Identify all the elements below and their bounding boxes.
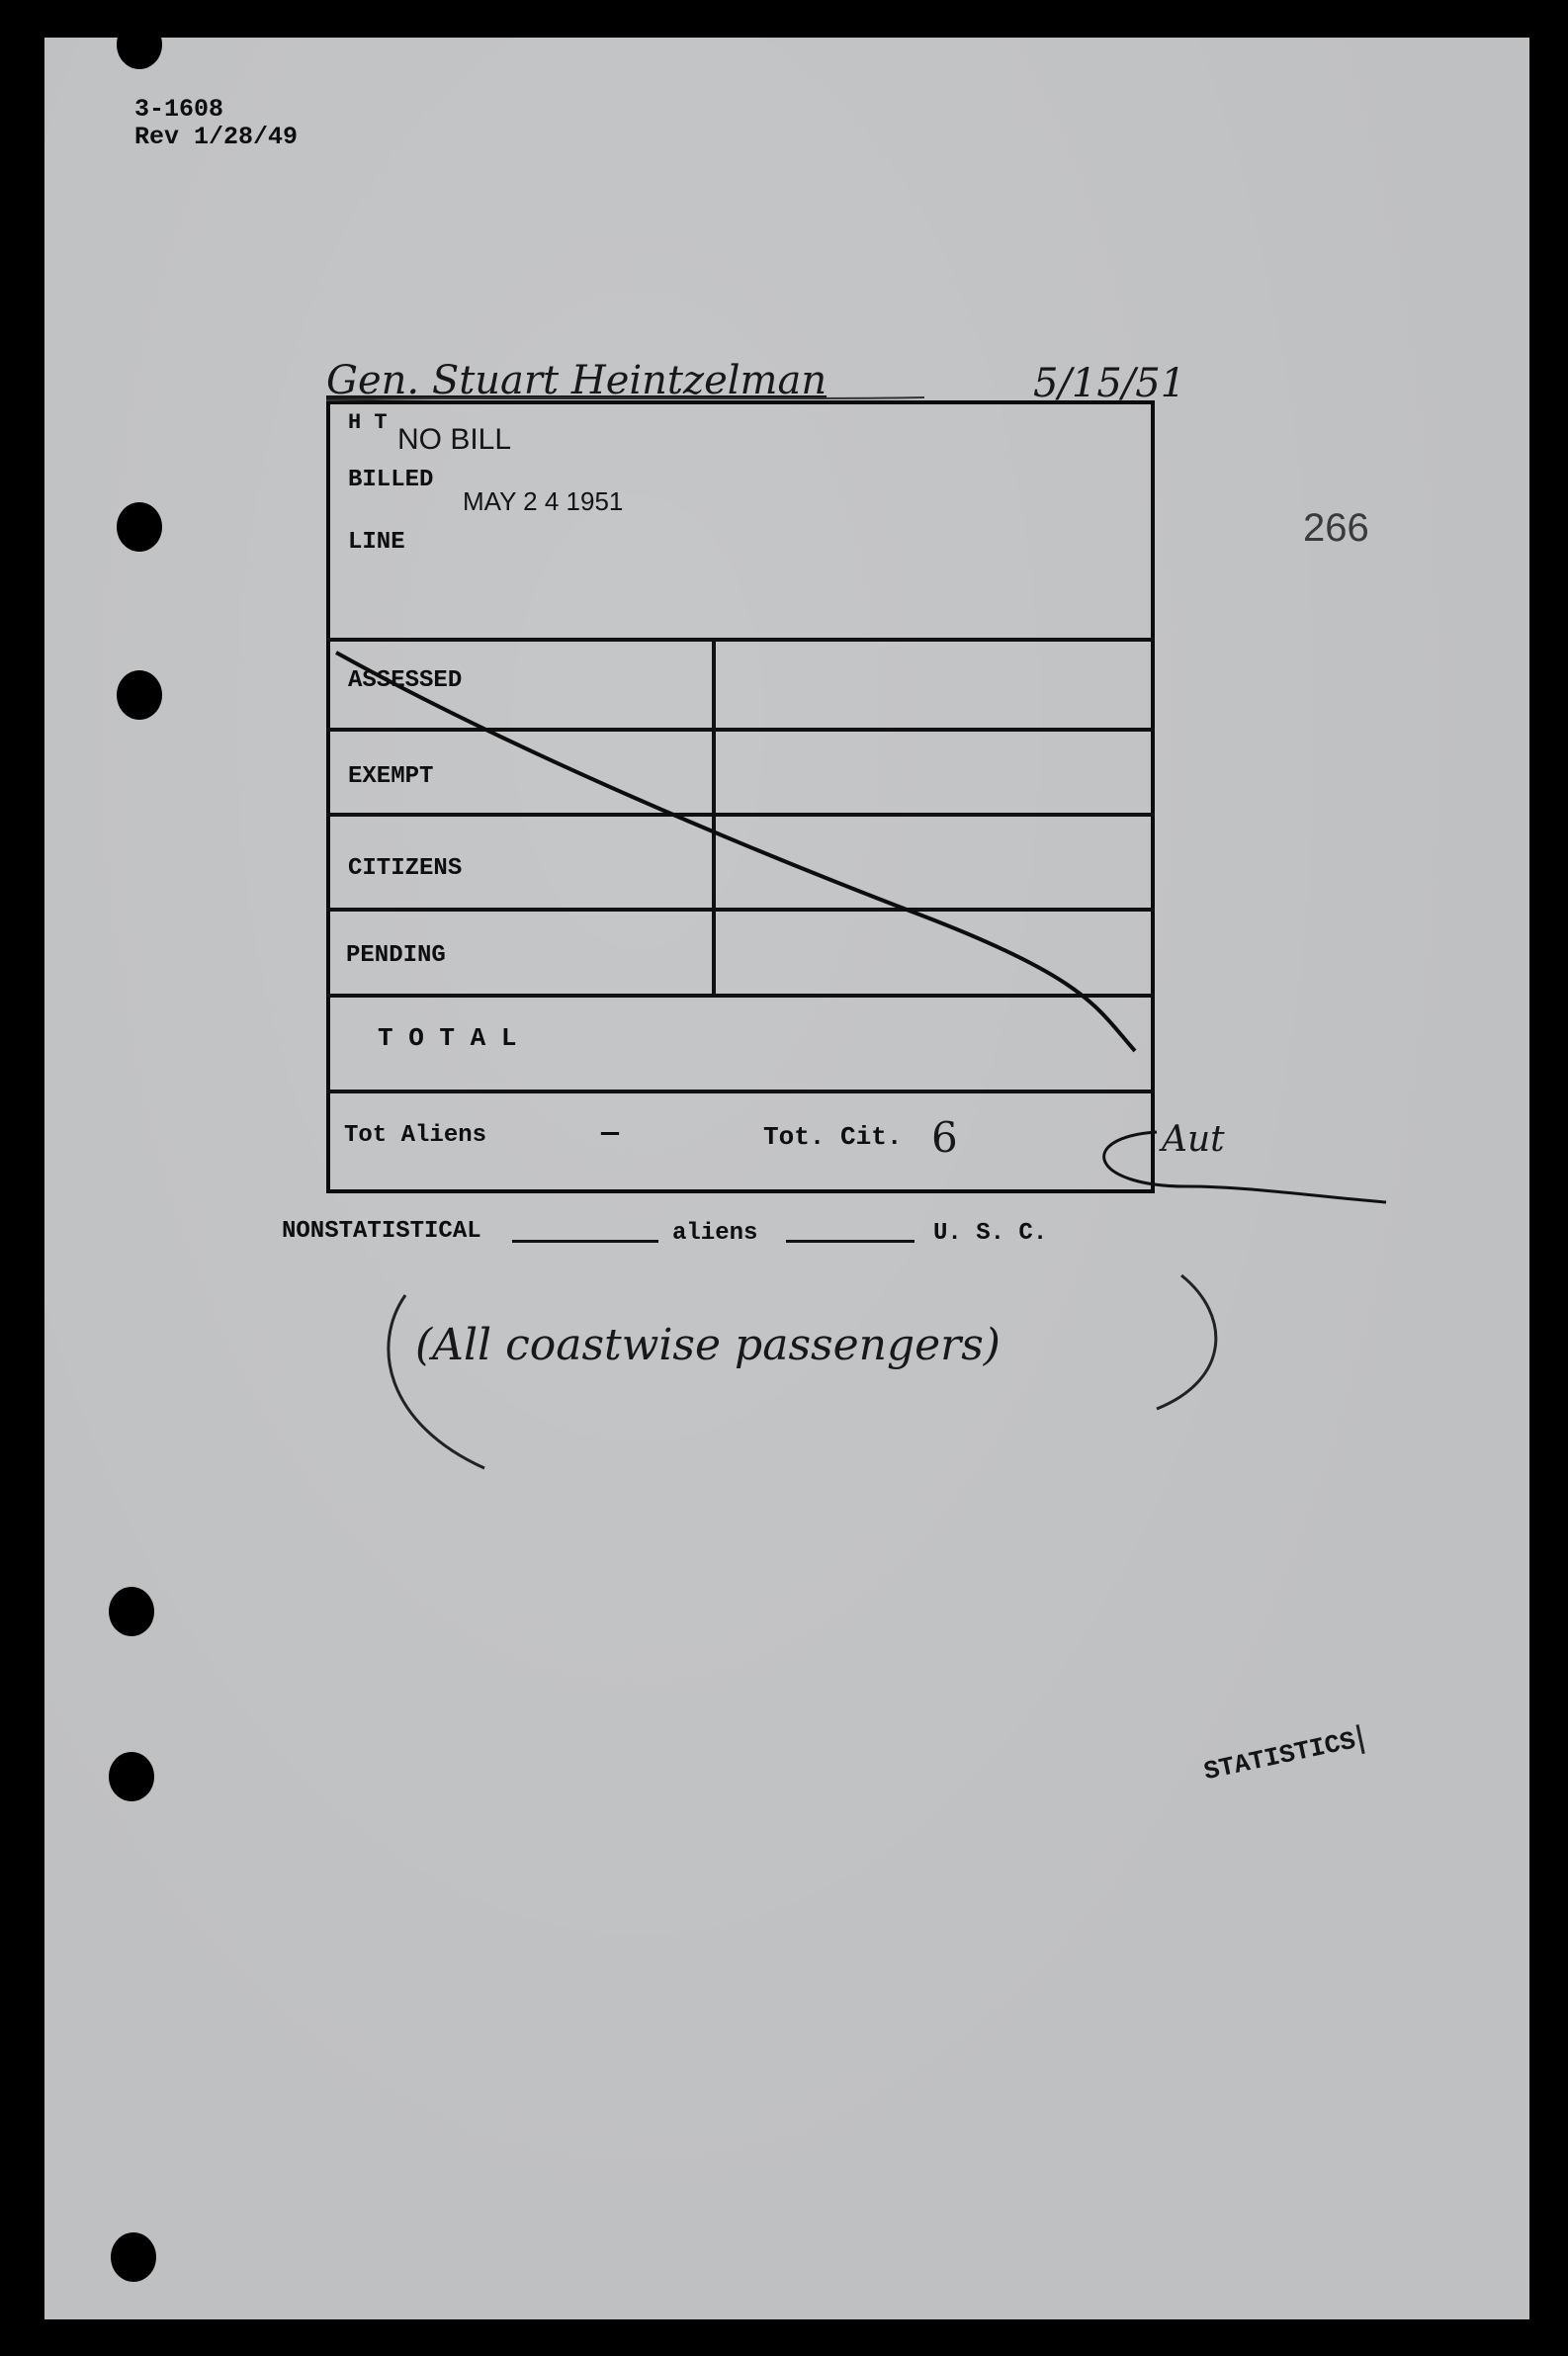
statistics-stamp: STATISTICS: [1201, 1724, 1365, 1787]
tot-aliens-label: Tot Aliens: [344, 1122, 487, 1149]
no-bill-stamp: NO BILL: [397, 423, 512, 456]
tot-cit-value: 6: [931, 1113, 958, 1162]
row-label-assessed: ASSESSED: [348, 667, 463, 694]
usc-label: U. S. C.: [933, 1220, 1048, 1247]
billed-date-stamp: MAY 2 4 1951: [463, 486, 624, 516]
initials: Aut: [1162, 1119, 1225, 1160]
row-label-pending: PENDING: [346, 942, 446, 969]
tot-aliens-value: —: [601, 1117, 620, 1151]
ht-label: H T: [348, 410, 388, 435]
vessel-name: Gen. Stuart Heintzelman: [326, 358, 828, 403]
aliens-label: aliens: [672, 1220, 758, 1247]
tot-cit-label: Tot. Cit.: [763, 1122, 903, 1152]
handwritten-note: (All coastwise passengers): [415, 1320, 1001, 1370]
row-label-citizens: CITIZENS: [348, 855, 463, 882]
left-parenthesis: [389, 1295, 484, 1468]
initials-flourish: [1104, 1132, 1386, 1202]
page-number: 266: [1303, 506, 1369, 550]
nonstatistical-label: NONSTATISTICAL: [282, 1218, 481, 1245]
record-date: 5/15/51: [1033, 361, 1186, 406]
cancel-stroke: [336, 653, 1135, 1051]
billed-label: BILLED: [348, 467, 434, 493]
total-label: T O T A L: [378, 1023, 517, 1053]
form-number: 3-1608: [134, 95, 224, 124]
name-underline: [326, 397, 924, 400]
right-parenthesis: [1157, 1275, 1216, 1409]
line-label: LINE: [348, 529, 405, 556]
row-label-exempt: EXEMPT: [348, 763, 434, 790]
form-revision: Rev 1/28/49: [134, 123, 299, 151]
